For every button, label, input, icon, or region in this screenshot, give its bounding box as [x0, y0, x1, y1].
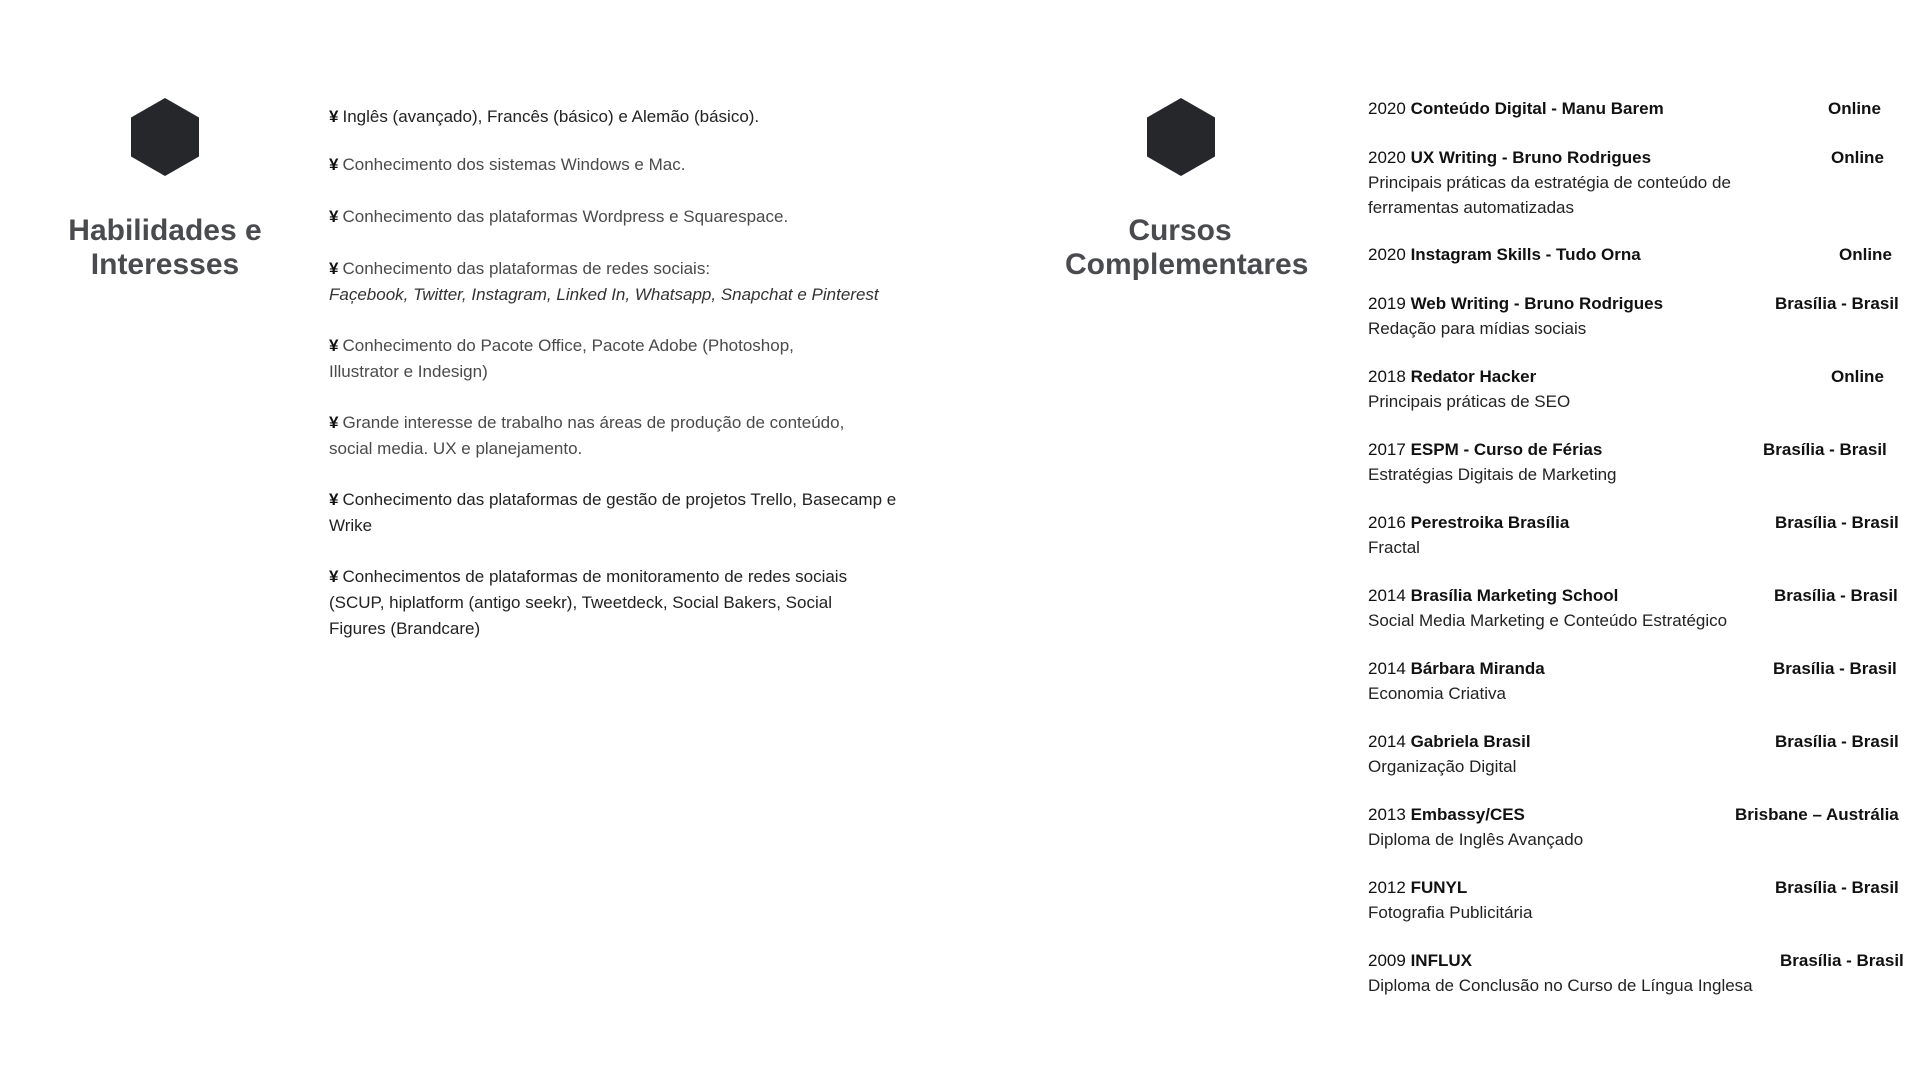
course-name: Instagram Skills - Tudo Orna	[1410, 245, 1641, 264]
course-year: 2009	[1368, 951, 1406, 970]
course-location: Online	[1831, 367, 1884, 386]
course-location: Brisbane – Austrália	[1735, 805, 1899, 824]
skill-text: Conhecimento das plataformas de redes sociais:	[342, 259, 711, 278]
course-description: Diploma de Conclusão no Curso de Língua Inglesa	[1368, 976, 1753, 995]
course-description: Fotografia Publicitária	[1368, 903, 1533, 922]
course-location: Online	[1839, 245, 1892, 264]
skill-item	[329, 487, 919, 539]
course-year: 2014	[1368, 586, 1406, 605]
skill-text: Conhecimentos de plataformas de monitoramento de redes sociais (SCUP, hiplatform (antigo seekr), Tweetdeck, Social Bakers, Social Figures (Brandcare)	[329, 567, 848, 638]
course-location: Brasília - Brasil	[1763, 440, 1887, 459]
skill-item	[329, 204, 929, 230]
course-name: Web Writing - Bruno Rodrigues	[1410, 294, 1664, 313]
course-year: 2013	[1368, 805, 1406, 824]
course-item	[1368, 948, 1908, 998]
bullet: ¥	[329, 259, 339, 278]
course-location: Brasília - Brasil	[1780, 951, 1904, 970]
skill-text: Inglês (avançado), Francês (básico) e Alemão (básico).	[342, 107, 760, 126]
skill-text: Grande interesse de trabalho nas áreas de produção de conteúdo, social media. UX e planejamento.	[329, 413, 845, 458]
skill-text: Conhecimento do Pacote Office, Pacote Adobe (Photoshop, Illustrator e Indesign)	[329, 336, 794, 381]
course-item	[1368, 96, 1908, 121]
course-location: Brasília - Brasil	[1773, 659, 1897, 678]
skill-item	[329, 564, 874, 642]
course-item	[1368, 802, 1908, 852]
course-year: 2020	[1368, 99, 1406, 118]
skill-item	[329, 333, 849, 385]
course-location: Brasília - Brasil	[1775, 513, 1899, 532]
course-location: Brasília - Brasil	[1774, 586, 1898, 605]
course-location: Brasília - Brasil	[1775, 294, 1899, 313]
course-item	[1368, 729, 1908, 779]
course-description: Redação para mídias sociais	[1368, 319, 1587, 338]
course-item	[1368, 510, 1908, 560]
course-year: 2020	[1368, 148, 1406, 167]
course-name: FUNYL	[1410, 878, 1468, 897]
skill-item	[329, 104, 929, 130]
course-name: Perestroika Brasília	[1410, 513, 1570, 532]
course-year: 2012	[1368, 878, 1406, 897]
course-location: Brasília - Brasil	[1775, 732, 1899, 751]
course-year: 2018	[1368, 367, 1406, 386]
bullet: ¥	[329, 413, 339, 432]
course-description: Principais práticas da estratégia de conteúdo de ferramentas automatizadas	[1368, 173, 1731, 217]
skill-text: Conhecimento das plataformas de gestão de projetos Trello, Basecamp e Wrike	[329, 490, 897, 535]
skill-text: Conhecimento dos sistemas Windows e Mac.	[342, 155, 686, 174]
section-title-courses: Cursos Complementares	[1065, 214, 1309, 281]
course-name: Redator Hacker	[1410, 367, 1537, 386]
course-name: ESPM - Curso de Férias	[1410, 440, 1603, 459]
course-item	[1368, 242, 1908, 267]
course-item	[1368, 291, 1908, 341]
course-year: 2017	[1368, 440, 1406, 459]
bullet: ¥	[329, 336, 339, 355]
bullet: ¥	[329, 107, 339, 126]
course-item	[1368, 656, 1908, 706]
skill-item	[329, 152, 929, 178]
hexagon-icon	[1147, 98, 1215, 176]
hexagon-icon	[131, 98, 199, 176]
course-description: Estratégias Digitais de Marketing	[1368, 465, 1617, 484]
course-description: Principais práticas de SEO	[1368, 392, 1571, 411]
course-description: Diploma de Inglês Avançado	[1368, 830, 1584, 849]
course-description: Social Media Marketing e Conteúdo Estratégico	[1368, 611, 1728, 630]
course-year: 2020	[1368, 245, 1406, 264]
course-description: Organização Digital	[1368, 757, 1517, 776]
course-name: Brasília Marketing School	[1410, 586, 1619, 605]
course-name: UX Writing - Bruno Rodrigues	[1410, 148, 1652, 167]
course-item	[1368, 437, 1908, 487]
bullet: ¥	[329, 567, 339, 586]
course-item	[1368, 364, 1908, 414]
course-name: Gabriela Brasil	[1410, 732, 1531, 751]
course-name: INFLUX	[1410, 951, 1472, 970]
course-year: 2019	[1368, 294, 1406, 313]
course-name: Bárbara Miranda	[1410, 659, 1545, 678]
bullet: ¥	[329, 207, 339, 226]
skill-item	[329, 410, 879, 462]
course-location: Brasília - Brasil	[1775, 878, 1899, 897]
skill-italic-text: Fac̦ebook, Twitter, Instagram, Linked In, Whatsapp, Snapchat e Pinterest	[329, 285, 879, 304]
course-item	[1368, 875, 1908, 925]
course-item	[1368, 145, 1884, 220]
course-name: Conteúdo Digital - Manu Barem	[1410, 99, 1664, 118]
course-year: 2016	[1368, 513, 1406, 532]
course-location: Online	[1831, 148, 1884, 167]
course-year: 2014	[1368, 732, 1406, 751]
section-title-skills: Habilidades e Interesses	[68, 214, 262, 281]
bullet: ¥	[329, 155, 339, 174]
course-name: Embassy/CES	[1410, 805, 1525, 824]
skill-text: Conhecimento das plataformas Wordpress e Squarespace.	[342, 207, 789, 226]
bullet: ¥	[329, 490, 339, 509]
course-item	[1368, 583, 1908, 633]
course-year: 2014	[1368, 659, 1406, 678]
course-location: Online	[1828, 99, 1881, 118]
course-description: Economia Criativa	[1368, 684, 1506, 703]
skill-item	[329, 256, 929, 308]
course-description: Fractal	[1368, 538, 1420, 557]
